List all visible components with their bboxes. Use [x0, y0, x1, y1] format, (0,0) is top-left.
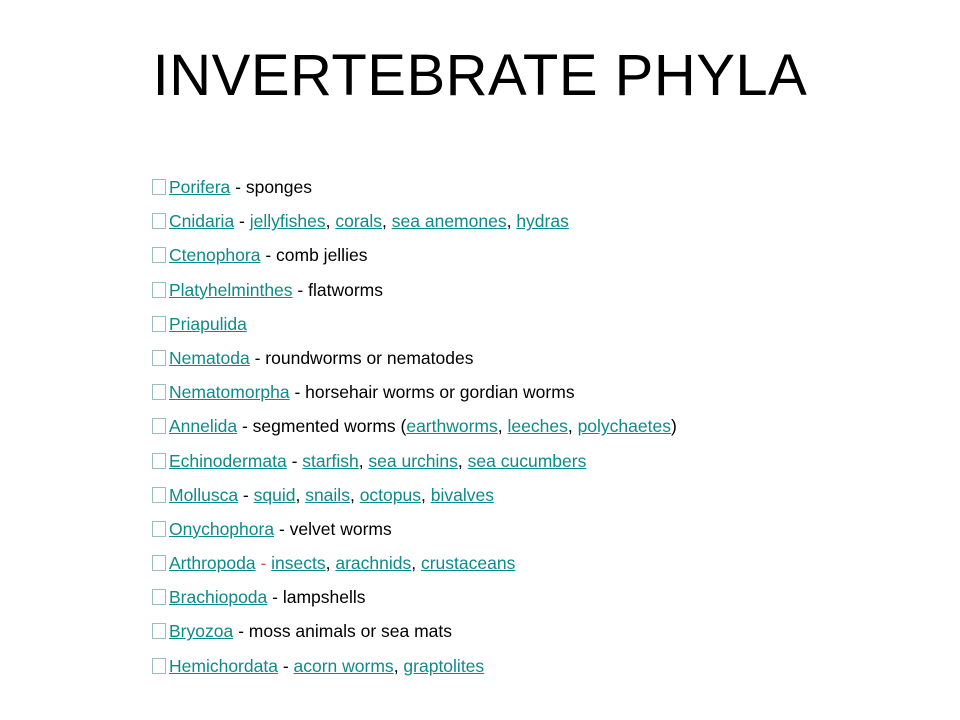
missing-glyph-box-icon	[152, 453, 166, 469]
phylum-name: Mollusca	[169, 484, 239, 505]
phylum-item-nematomorpha	[152, 377, 677, 411]
phylum-link-onychophora[interactable]	[152, 519, 274, 539]
description-text: -	[238, 484, 254, 505]
description-text: -	[286, 450, 303, 471]
phylum-name: Annelida	[169, 416, 238, 437]
missing-glyph-box-icon	[152, 179, 166, 195]
missing-glyph-box-icon	[152, 418, 166, 434]
description-text: - sponges	[230, 177, 312, 197]
example-link-arachnids[interactable]: arachnids	[335, 553, 412, 574]
description-text: )	[670, 416, 677, 437]
missing-glyph-box-icon	[152, 213, 166, 229]
example-link-acorn-worms[interactable]: acorn worms	[293, 655, 394, 676]
description-text: - horsehair worms or gordian worms	[289, 382, 575, 403]
phylum-link-annelida[interactable]	[152, 416, 237, 436]
phylum-name: Hemichordata	[169, 655, 278, 676]
phylum-name: Nematomorpha	[169, 382, 290, 403]
phylum-link-nematomorpha[interactable]	[152, 382, 290, 402]
description-text: - flatworms	[292, 279, 383, 300]
description-text: ,	[393, 655, 404, 676]
missing-glyph-box-icon	[152, 555, 166, 571]
description-text: ,	[567, 416, 578, 437]
example-link-earthworms[interactable]: earthworms	[406, 416, 498, 437]
description-text: ,	[420, 484, 431, 505]
phylum-item-hemichordata	[152, 651, 677, 685]
phylum-name: Porifera	[169, 177, 231, 197]
description-text: - comb jellies	[260, 245, 368, 266]
phylum-link-nematoda[interactable]	[152, 348, 250, 368]
description-text: ,	[457, 450, 468, 471]
phylum-link-brachiopoda[interactable]	[152, 587, 267, 607]
example-link-hydras[interactable]: hydras	[516, 211, 569, 232]
missing-glyph-box-icon	[152, 247, 166, 263]
missing-glyph-box-icon	[152, 658, 166, 674]
description-text: ,	[506, 211, 517, 232]
example-link-jellyfishes[interactable]: jellyfishes	[249, 211, 326, 232]
description-text: ,	[358, 450, 369, 471]
phylum-link-ctenophora[interactable]	[152, 245, 260, 265]
example-link-leeches[interactable]: leeches	[507, 416, 568, 437]
phylum-name: Priapulida	[169, 313, 247, 334]
phylum-name: Echinodermata	[169, 450, 287, 471]
description-text: - segmented worms (	[237, 416, 407, 437]
phylum-item-echinodermata	[152, 446, 677, 480]
description-text: ,	[325, 553, 336, 574]
example-link-sea-urchins[interactable]: sea urchins	[368, 450, 458, 471]
example-link-polychaetes[interactable]: polychaetes	[577, 416, 671, 437]
phylum-link-hemichordata[interactable]	[152, 656, 278, 676]
example-link-crustaceans[interactable]: crustaceans	[420, 553, 516, 574]
phylum-item-brachiopoda	[152, 582, 677, 616]
description-text: -	[234, 211, 250, 232]
phylum-item-priapulida	[152, 309, 677, 343]
phylum-name: Onychophora	[169, 518, 275, 539]
description-text: ,	[382, 211, 392, 232]
phylum-link-bryozoa[interactable]	[152, 621, 233, 641]
phylum-name: Brachiopoda	[169, 587, 268, 608]
phylum-link-echinodermata[interactable]	[152, 451, 287, 471]
phylum-name: Platyhelminthes	[169, 279, 293, 300]
example-link-sea-cucumbers[interactable]: sea cucumbers	[467, 450, 587, 471]
description-text: - velvet worms	[274, 518, 392, 539]
example-link-squid[interactable]: squid	[253, 484, 296, 505]
phylum-item-bryozoa	[152, 616, 677, 650]
phylum-name: Cnidaria	[169, 211, 235, 232]
missing-glyph-box-icon	[152, 487, 166, 503]
example-link-bivalves[interactable]: bivalves	[430, 484, 494, 505]
description-text: - moss animals or sea mats	[233, 621, 453, 642]
phylum-item-platyhelminthes	[152, 275, 677, 309]
phylum-item-nematoda	[152, 343, 677, 377]
phylum-link-arthropoda[interactable]	[152, 553, 256, 573]
missing-glyph-box-icon	[152, 316, 166, 332]
phylum-name: Ctenophora	[169, 245, 261, 266]
phylum-link-porifera[interactable]	[152, 177, 230, 197]
description-text: ,	[325, 211, 336, 232]
slide-title: INVERTEBRATE PHYLA	[152, 43, 808, 108]
phylum-item-onychophora	[152, 514, 677, 548]
missing-glyph-box-icon	[152, 589, 166, 605]
phylum-item-porifera	[152, 172, 677, 206]
example-link-starfish[interactable]: starfish	[302, 450, 359, 471]
missing-glyph-box-icon	[152, 282, 166, 298]
description-text: ,	[411, 553, 421, 574]
phylum-name: Nematoda	[169, 347, 250, 368]
phylum-link-priapulida[interactable]	[152, 314, 247, 334]
accent-separator-text: -	[255, 553, 272, 574]
phylum-item-arthropoda	[152, 548, 677, 582]
phylum-item-mollusca	[152, 480, 677, 514]
example-link-insects[interactable]: insects	[271, 553, 326, 574]
example-link-snails[interactable]: snails	[305, 484, 350, 505]
example-link-corals[interactable]: corals	[335, 211, 383, 232]
phylum-item-cnidaria	[152, 206, 677, 240]
missing-glyph-box-icon	[152, 350, 166, 366]
missing-glyph-box-icon	[152, 623, 166, 639]
phyla-list	[152, 172, 677, 685]
phylum-link-platyhelminthes[interactable]	[152, 280, 293, 300]
description-text: ,	[349, 484, 360, 505]
description-text: ,	[497, 416, 508, 437]
description-text: ,	[295, 484, 306, 505]
phylum-name: Bryozoa	[169, 621, 234, 642]
phylum-item-annelida	[152, 411, 677, 445]
example-link-graptolites[interactable]: graptolites	[403, 655, 485, 676]
description-text: - roundworms or nematodes	[249, 347, 474, 368]
description-text: -	[277, 655, 294, 676]
phylum-link-cnidaria[interactable]	[152, 211, 234, 231]
example-link-octopus[interactable]: octopus	[359, 484, 421, 505]
phylum-link-mollusca[interactable]	[152, 485, 238, 505]
phylum-item-ctenophora	[152, 240, 677, 274]
example-link-sea-anemones[interactable]: sea anemones	[391, 211, 507, 232]
missing-glyph-box-icon	[152, 521, 166, 537]
description-text: - lampshells	[267, 587, 366, 608]
phylum-name: Arthropoda	[169, 553, 256, 574]
missing-glyph-box-icon	[152, 384, 166, 400]
